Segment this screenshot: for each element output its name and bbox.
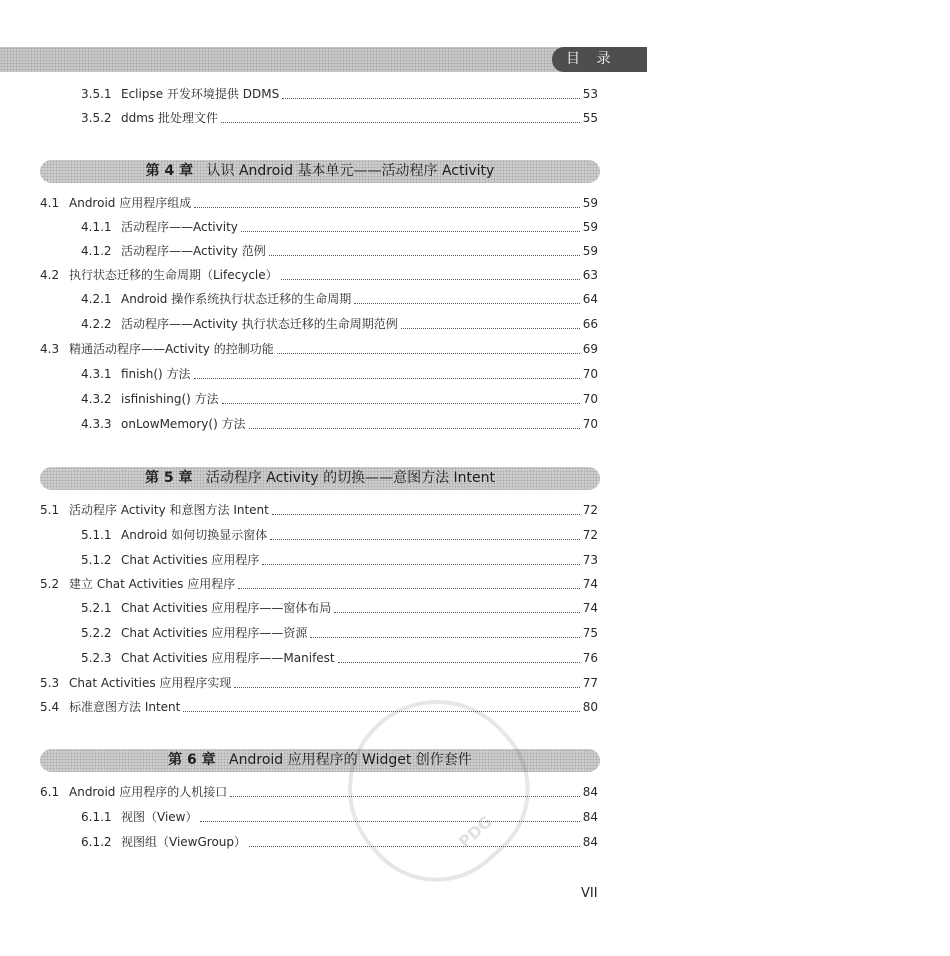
- chapter-5-banner: [40, 467, 600, 490]
- entry-title: onLowMemory() 方法: [121, 417, 246, 431]
- entry-title: Chat Activities 应用程序——Manifest: [121, 651, 335, 665]
- toc-entry[interactable]: [40, 573, 598, 595]
- entry-number: 4.2.2: [81, 317, 112, 331]
- toc-entry[interactable]: [81, 549, 598, 571]
- entry-number: 4.3: [40, 342, 60, 356]
- dot-leader: [272, 514, 580, 515]
- entry-page: 76: [582, 651, 598, 665]
- entry-title: 建立 Chat Activities 应用程序: [69, 577, 236, 591]
- chapter-title: 认识 Android 基本单元——活动程序 Activity: [206, 163, 495, 179]
- entry-title: finish() 方法: [121, 367, 191, 381]
- toc-entry[interactable]: [81, 240, 598, 262]
- chapter-title: 活动程序 Activity 的切换——意图方法 Intent: [205, 470, 496, 486]
- entry-page: 73: [582, 553, 598, 567]
- dot-leader: [241, 231, 580, 232]
- entry-page: 59: [582, 196, 598, 210]
- entry-title: 视图（View）: [121, 810, 198, 824]
- entry-title: 活动程序 Activity 和意图方法 Intent: [69, 503, 269, 517]
- entry-page: 70: [582, 367, 598, 381]
- entry-number: 5.1.1: [81, 528, 112, 542]
- dot-leader: [234, 687, 579, 688]
- chapter-number: 第 4 章: [145, 163, 194, 179]
- entry-page: 53: [582, 87, 598, 101]
- entry-title: ddms 批处理文件: [121, 111, 218, 125]
- toc-entry[interactable]: [81, 388, 598, 410]
- entry-title: Chat Activities 应用程序——窗体布局: [121, 601, 332, 615]
- toc-entry[interactable]: [81, 363, 598, 385]
- entry-page: 84: [582, 810, 598, 824]
- toc-entry[interactable]: [81, 524, 598, 546]
- entry-page: 74: [582, 601, 598, 615]
- dot-leader: [194, 378, 580, 379]
- entry-title: Android 操作系统执行状态迁移的生命周期: [121, 292, 352, 306]
- toc-entry[interactable]: [40, 192, 598, 214]
- entry-title: Chat Activities 应用程序——资源: [121, 626, 308, 640]
- dot-leader: [270, 539, 580, 540]
- entry-number: 4.3.3: [81, 417, 112, 431]
- entry-number: 4.2: [40, 268, 60, 282]
- entry-page: 63: [582, 268, 598, 282]
- chapter-number: 第 5 章: [144, 470, 193, 486]
- entry-number: 5.2.2: [81, 626, 112, 640]
- toc-entry[interactable]: [40, 338, 598, 360]
- dot-leader: [249, 428, 580, 429]
- dot-leader: [183, 711, 579, 712]
- entry-page: 72: [582, 528, 598, 542]
- entry-page: 84: [582, 835, 598, 849]
- entry-number: 6.1: [40, 785, 60, 799]
- entry-number: 5.1: [40, 503, 60, 517]
- dot-leader: [334, 612, 579, 613]
- entry-number: 5.2.1: [81, 601, 112, 615]
- entry-number: 4.2.1: [81, 292, 112, 306]
- chapter-number: 第 6 章: [168, 752, 216, 768]
- entry-title: 活动程序——Activity 范例: [121, 244, 266, 258]
- entry-page: 84: [582, 785, 598, 799]
- dot-leader: [354, 303, 580, 304]
- chapter-title: Android 应用程序的 Widget 创作套件: [229, 752, 472, 768]
- entry-page: 55: [582, 111, 598, 125]
- toc-entry[interactable]: [40, 499, 598, 521]
- entry-page: 70: [582, 417, 598, 431]
- toc-entry[interactable]: [40, 264, 598, 286]
- dot-leader: [222, 403, 580, 404]
- entry-page: 74: [582, 577, 598, 591]
- watermark-text: PDG: [454, 811, 496, 852]
- dot-leader: [310, 637, 579, 638]
- toc-entry[interactable]: [81, 216, 598, 238]
- entry-number: 6.1.1: [81, 810, 112, 824]
- entry-page: 66: [582, 317, 598, 331]
- toc-entry[interactable]: [40, 672, 598, 694]
- toc-entry[interactable]: [81, 288, 598, 310]
- entry-title: 执行状态迁移的生命周期（Lifecycle）: [69, 268, 278, 282]
- entry-title: Eclipse 开发环境提供 DDMS: [121, 87, 280, 101]
- entry-title: 活动程序——Activity: [121, 220, 238, 234]
- toc-entry[interactable]: [81, 647, 598, 669]
- entry-page: 70: [582, 392, 598, 406]
- entry-number: 6.1.2: [81, 835, 112, 849]
- toc-entry[interactable]: [40, 696, 598, 718]
- toc-entry[interactable]: [81, 597, 598, 619]
- toc-entry[interactable]: [81, 622, 598, 644]
- entry-number: 5.2: [40, 577, 60, 591]
- dot-leader: [221, 122, 580, 123]
- dot-leader: [338, 662, 580, 663]
- entry-title: 精通活动程序——Activity 的控制功能: [69, 342, 274, 356]
- entry-number: 5.1.2: [81, 553, 112, 567]
- entry-title: 标准意图方法 Intent: [69, 700, 181, 714]
- entry-title: Chat Activities 应用程序: [121, 553, 260, 567]
- dot-leader: [262, 564, 579, 565]
- entry-number: 4.1.2: [81, 244, 112, 258]
- entry-page: 80: [582, 700, 598, 714]
- entry-page: 59: [582, 220, 598, 234]
- page-number: VII: [581, 886, 598, 901]
- entry-number: 3.5.2: [81, 111, 112, 125]
- chapter-4-banner: [40, 160, 600, 183]
- entry-number: 4.3.1: [81, 367, 112, 381]
- dot-leader: [269, 255, 580, 256]
- entry-page: 64: [582, 292, 598, 306]
- entry-title: Chat Activities 应用程序实现: [69, 676, 232, 690]
- entry-number: 4.1.1: [81, 220, 112, 234]
- entry-number: 5.2.3: [81, 651, 112, 665]
- entry-page: 59: [582, 244, 598, 258]
- toc-entry[interactable]: [81, 107, 598, 129]
- toc-entry[interactable]: [81, 413, 598, 435]
- entry-number: 4.1: [40, 196, 60, 210]
- entry-page: 69: [582, 342, 598, 356]
- dot-leader: [281, 279, 580, 280]
- entry-title: Android 如何切换显示窗体: [121, 528, 268, 542]
- entry-title: 视图组（ViewGroup）: [121, 835, 247, 849]
- entry-title: 活动程序——Activity 执行状态迁移的生命周期范例: [121, 317, 398, 331]
- dot-leader: [277, 353, 580, 354]
- dot-leader: [282, 98, 580, 99]
- entry-title: Android 应用程序组成: [69, 196, 192, 210]
- entry-number: 5.3: [40, 676, 60, 690]
- toc-entry[interactable]: [81, 313, 598, 335]
- entry-page: 77: [582, 676, 598, 690]
- entry-title: Android 应用程序的人机接口: [69, 785, 228, 799]
- toc-entry[interactable]: [81, 83, 598, 105]
- entry-page: 75: [582, 626, 598, 640]
- entry-page: 72: [582, 503, 598, 517]
- dot-leader: [194, 207, 580, 208]
- toc-entry[interactable]: [81, 831, 598, 853]
- entry-number: 4.3.2: [81, 392, 112, 406]
- dot-leader: [238, 588, 579, 589]
- entry-title: isfinishing() 方法: [121, 392, 219, 406]
- section-tab: 目 录: [552, 47, 647, 72]
- entry-number: 3.5.1: [81, 87, 112, 101]
- header-band: [0, 47, 647, 72]
- entry-number: 5.4: [40, 700, 60, 714]
- dot-leader: [401, 328, 580, 329]
